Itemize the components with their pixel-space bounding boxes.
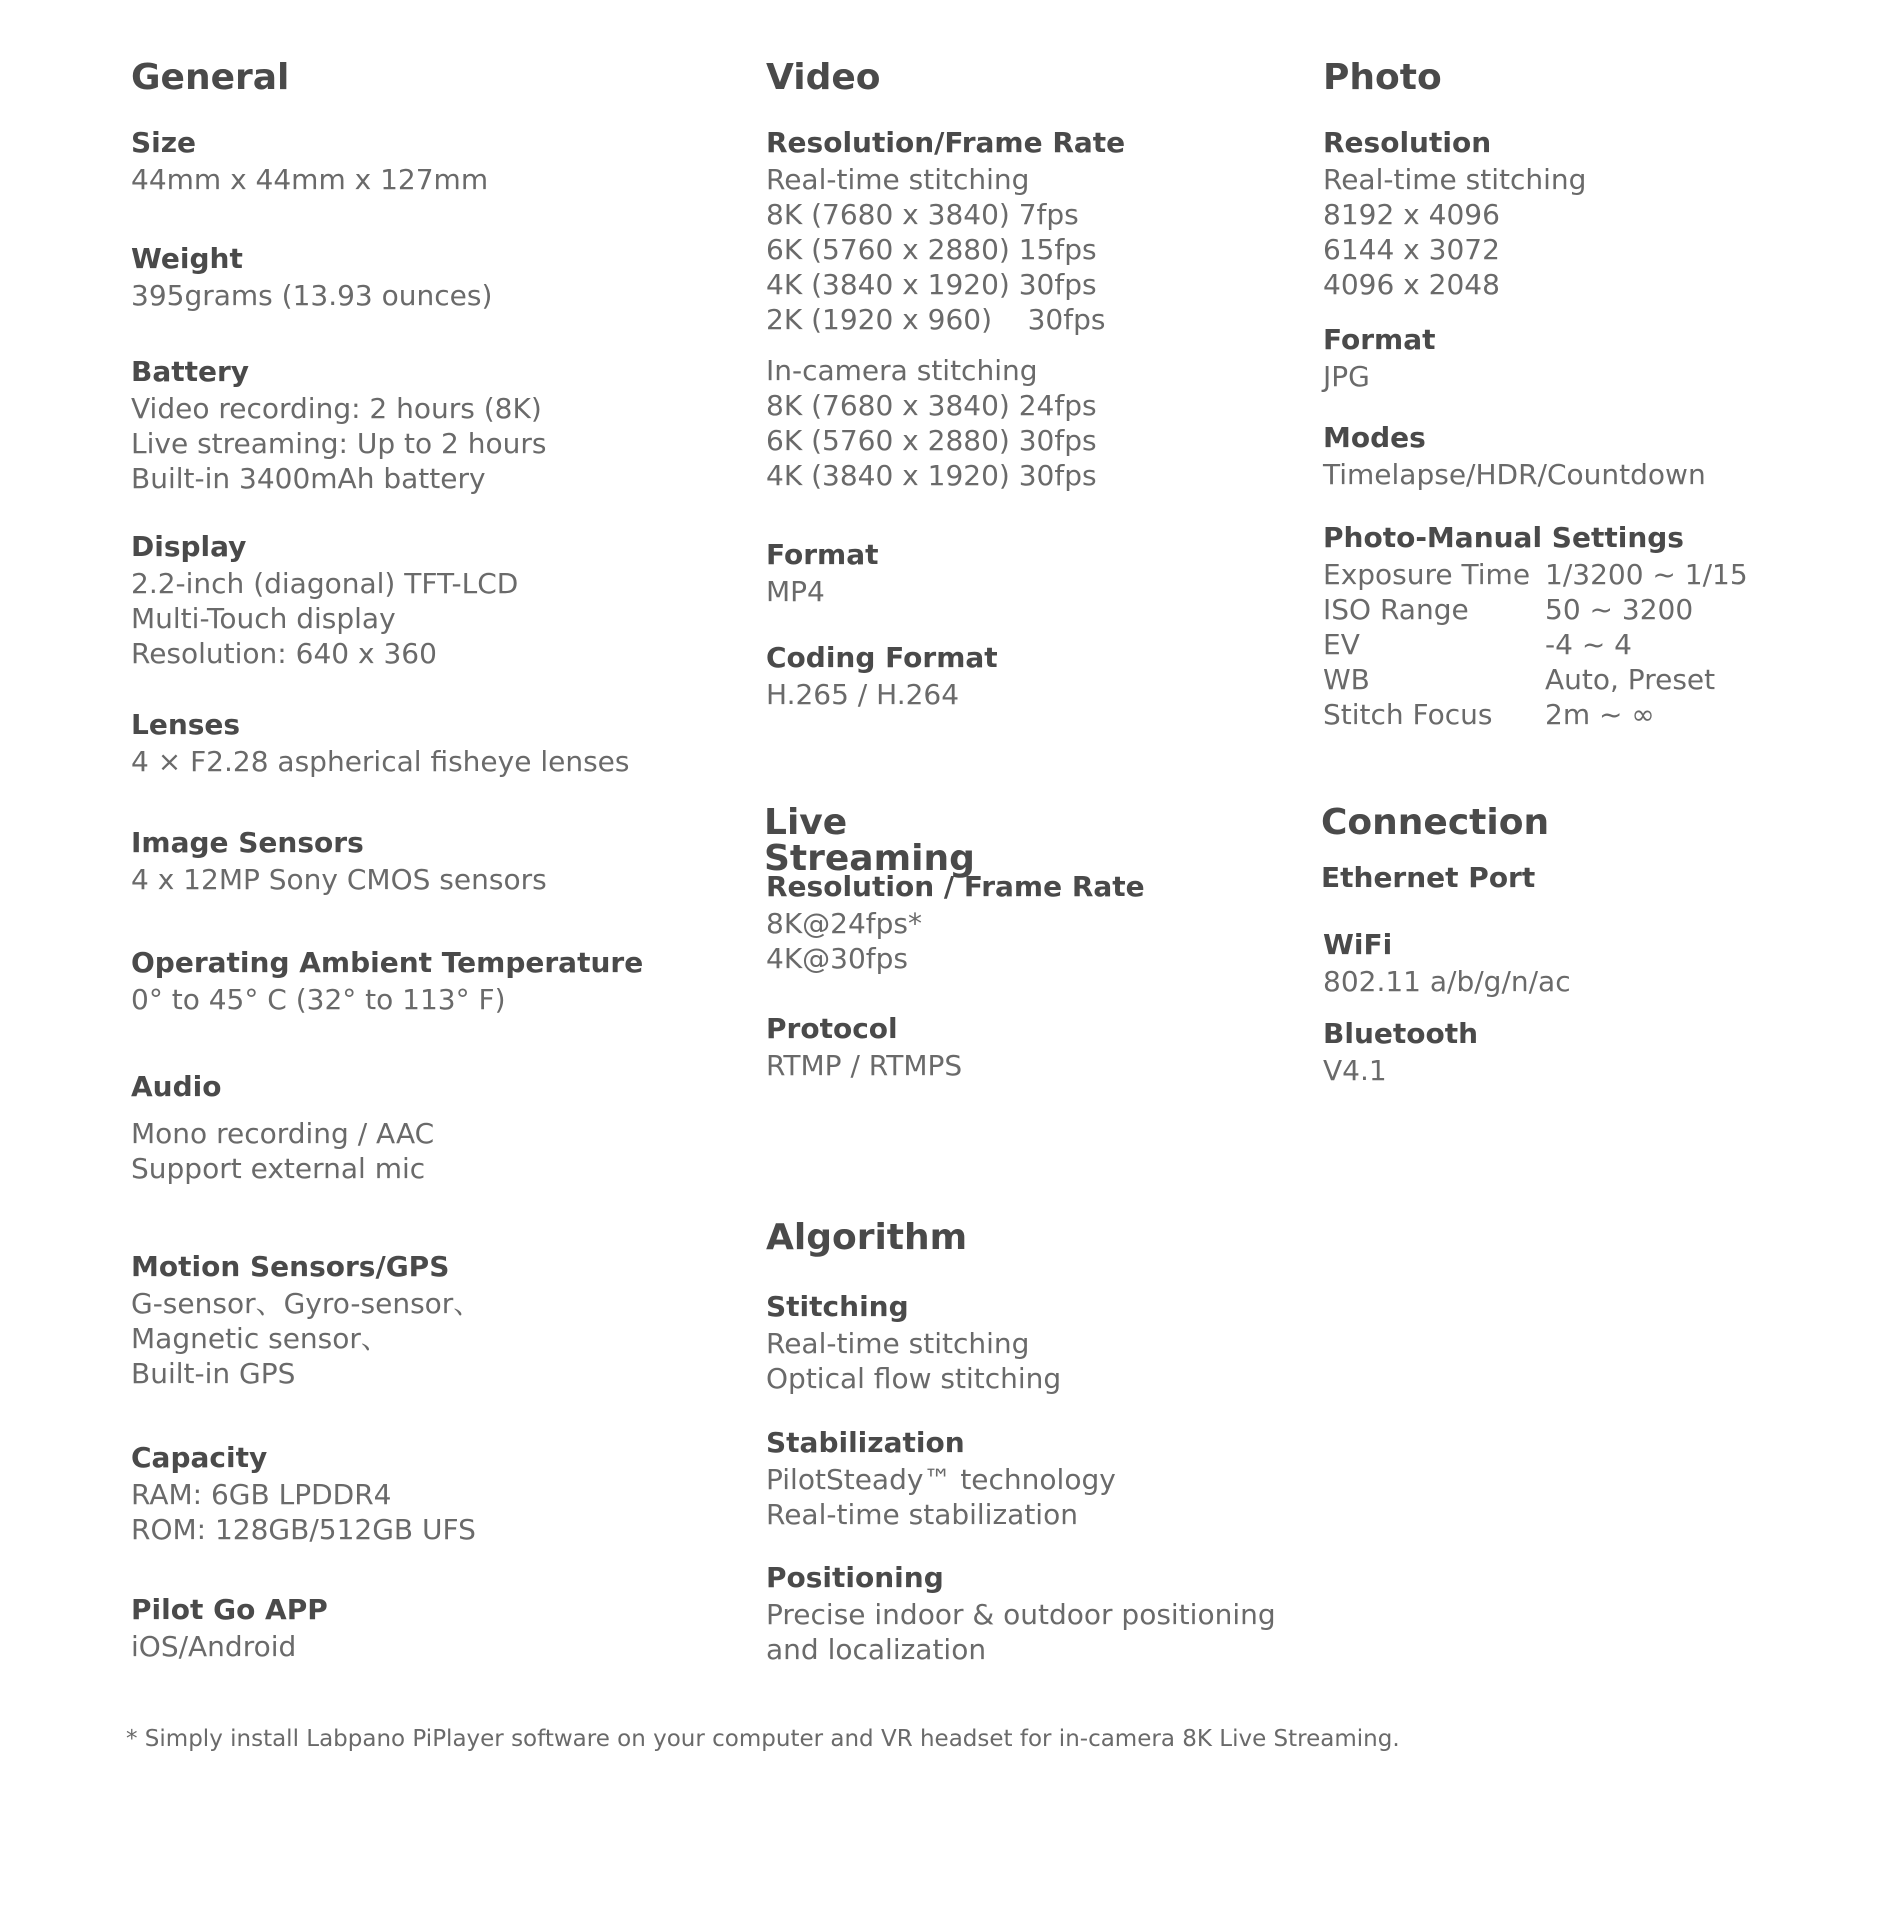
- spec-label: Positioning: [766, 1561, 944, 1594]
- spec-value: and localization: [766, 1633, 987, 1666]
- section-title-connection: Connection: [1321, 802, 1550, 843]
- manual-setting-key: EV: [1323, 628, 1360, 661]
- spec-value: iOS/Android: [131, 1630, 297, 1663]
- spec-ethernet: [1323, 861, 1803, 895]
- spec-label: Weight: [131, 242, 243, 275]
- manual-setting-key: Stitch Focus: [1323, 698, 1493, 731]
- spec-value: RAM: 6GB LPDDR4: [131, 1478, 392, 1511]
- spec-value: Real-time stitching: [1323, 163, 1587, 196]
- spec-value: 2.2-inch (diagonal) TFT-LCD: [131, 567, 519, 600]
- footnote: * Simply install Labpano PiPlayer software on your computer and VR headset for in-camera 8K Live Streaming.: [126, 1726, 1400, 1752]
- spec-lenses: [131, 708, 731, 779]
- spec-value: ROM: 128GB/512GB UFS: [131, 1513, 476, 1546]
- spec-value: V4.1: [1323, 1054, 1387, 1087]
- spec-value: 802.11 a/b/g/n/ac: [1323, 965, 1571, 998]
- spec-live-protocol: [766, 1012, 1366, 1083]
- spec-value: Real-time stitching: [766, 163, 1030, 196]
- spec-value: 8K@24fps*: [766, 907, 923, 940]
- spec-value: Live streaming: Up to 2 hours: [131, 427, 547, 460]
- manual-setting-value: -4 ~ 4: [1545, 628, 1632, 661]
- manual-setting-value: 2m ~ ∞: [1545, 698, 1655, 731]
- spec-label: Operating Ambient Temperature: [131, 946, 644, 979]
- spec-label: Stitching: [766, 1290, 909, 1323]
- spec-coding-format: [766, 641, 1366, 712]
- spec-value: 6K (5760 x 2880) 15fps: [766, 233, 1097, 266]
- spec-value: Optical flow stitching: [766, 1362, 1062, 1395]
- spec-video-resolution: [766, 126, 1366, 493]
- manual-setting-value: 1/3200 ~ 1/15: [1545, 558, 1748, 591]
- spec-value: 4K (3840 x 1920) 30fps: [766, 459, 1097, 492]
- manual-setting-row: [1323, 592, 1803, 627]
- spec-value: G-sensor、Gyro-sensor、: [131, 1287, 482, 1320]
- spec-bluetooth: [1323, 1017, 1803, 1088]
- spec-value: Precise indoor & outdoor positioning: [766, 1598, 1276, 1631]
- manual-setting-row: [1323, 697, 1803, 732]
- spec-positioning: [766, 1561, 1366, 1667]
- spec-value: 8K (7680 x 3840) 7fps: [766, 198, 1079, 231]
- spec-value: 6144 x 3072: [1323, 233, 1500, 266]
- spec-app: [131, 1593, 731, 1664]
- spec-value: 395grams (13.93 ounces): [131, 279, 493, 312]
- spec-value: 4 x 12MP Sony CMOS sensors: [131, 863, 547, 896]
- spec-size: [131, 126, 731, 197]
- spec-label: Battery: [131, 355, 250, 388]
- spec-wifi: [1323, 928, 1803, 999]
- spec-battery: [131, 355, 731, 496]
- spec-value: 6K (5760 x 2880) 30fps: [766, 424, 1097, 457]
- spec-value: 4K (3840 x 1920) 30fps: [766, 268, 1097, 301]
- spec-photo-manual: [1323, 521, 1803, 732]
- manual-setting-key: ISO Range: [1323, 593, 1469, 626]
- spec-value: RTMP / RTMPS: [766, 1049, 963, 1082]
- spec-capacity: [131, 1441, 731, 1547]
- spec-label: Modes: [1323, 421, 1426, 454]
- spec-value: Mono recording / AAC: [131, 1117, 435, 1150]
- spec-label: Audio: [131, 1070, 222, 1103]
- spec-stabilization: [766, 1426, 1366, 1532]
- spec-label: Ethernet Port: [1321, 861, 1536, 894]
- spec-value: Timelapse/HDR/Countdown: [1323, 458, 1706, 491]
- spec-value: 4096 x 2048: [1323, 268, 1500, 301]
- spec-temperature: [131, 946, 731, 1017]
- spec-image-sensors: [131, 826, 731, 897]
- manual-setting-key: Exposure Time: [1323, 558, 1531, 591]
- manual-setting-value: Auto, Preset: [1545, 663, 1716, 696]
- spec-audio: [131, 1070, 731, 1186]
- manual-setting-key: WB: [1323, 663, 1370, 696]
- spec-value: Built-in 3400mAh battery: [131, 462, 486, 495]
- spec-label: Resolution: [1323, 126, 1492, 159]
- spec-label: Coding Format: [766, 641, 998, 674]
- spec-value: 0° to 45° C (32° to 113° F): [131, 983, 506, 1016]
- spec-label: Resolution / Frame Rate: [766, 870, 1145, 903]
- spec-label: Image Sensors: [131, 826, 364, 859]
- spec-stitching: [766, 1290, 1366, 1396]
- section-title-general: General: [131, 57, 290, 98]
- section-title-video: Video: [766, 57, 881, 98]
- spec-label: WiFi: [1323, 928, 1393, 961]
- spec-label: Photo-Manual Settings: [1323, 521, 1684, 554]
- spec-photo-resolution: [1323, 126, 1803, 302]
- spec-value: 4K@30fps: [766, 942, 909, 975]
- spec-label: Capacity: [131, 1441, 268, 1474]
- spec-label: Format: [766, 538, 879, 571]
- spec-weight: [131, 242, 731, 313]
- section-title-live-streaming: Live Streaming: [764, 802, 975, 879]
- spec-value: Real-time stitching: [766, 1327, 1030, 1360]
- spec-label: Pilot Go APP: [131, 1593, 328, 1626]
- spec-value: 8K (7680 x 3840) 24fps: [766, 389, 1097, 422]
- spec-value: Magnetic sensor、: [131, 1322, 389, 1355]
- spec-photo-modes: [1323, 421, 1803, 492]
- spec-photo-format: [1323, 323, 1803, 394]
- spec-label: Protocol: [766, 1012, 898, 1045]
- spec-video-format: [766, 538, 1366, 609]
- spec-label: Stabilization: [766, 1426, 965, 1459]
- section-title-algorithm: Algorithm: [766, 1217, 968, 1258]
- spec-value: 8192 x 4096: [1323, 198, 1500, 231]
- spec-value: Resolution: 640 x 360: [131, 637, 437, 670]
- spec-value: MP4: [766, 575, 825, 608]
- spec-label: Motion Sensors/GPS: [131, 1250, 450, 1283]
- spec-label: Display: [131, 530, 247, 563]
- spec-motion-sensors: [131, 1250, 731, 1391]
- manual-setting-value: 50 ~ 3200: [1545, 593, 1694, 626]
- spec-value: Video recording: 2 hours (8K): [131, 392, 542, 425]
- spec-value: 4 × F2.28 aspherical fisheye lenses: [131, 745, 630, 778]
- spec-value: 2K (1920 x 960) 30fps: [766, 303, 1106, 336]
- manual-setting-row: [1323, 662, 1803, 697]
- spec-label: Lenses: [131, 708, 241, 741]
- spec-value: Real-time stabilization: [766, 1498, 1078, 1531]
- spec-value: JPG: [1323, 360, 1370, 393]
- spec-value: 44mm x 44mm x 127mm: [131, 163, 489, 196]
- spec-label: Size: [131, 126, 197, 159]
- spec-label: Resolution/Frame Rate: [766, 126, 1126, 159]
- spec-value: Multi-Touch display: [131, 602, 396, 635]
- spec-label: Format: [1323, 323, 1436, 356]
- spec-value: PilotSteady™ technology: [766, 1463, 1116, 1496]
- section-title-photo: Photo: [1323, 57, 1442, 98]
- spec-live-resolution: [766, 870, 1366, 976]
- manual-setting-row: [1323, 627, 1803, 662]
- manual-setting-row: [1323, 557, 1803, 592]
- spec-value: Support external mic: [131, 1152, 426, 1185]
- spec-value: H.265 / H.264: [766, 678, 960, 711]
- spec-display: [131, 530, 731, 671]
- spec-value: In-camera stitching: [766, 354, 1038, 387]
- spec-label: Bluetooth: [1323, 1017, 1479, 1050]
- spec-value: Built-in GPS: [131, 1357, 296, 1390]
